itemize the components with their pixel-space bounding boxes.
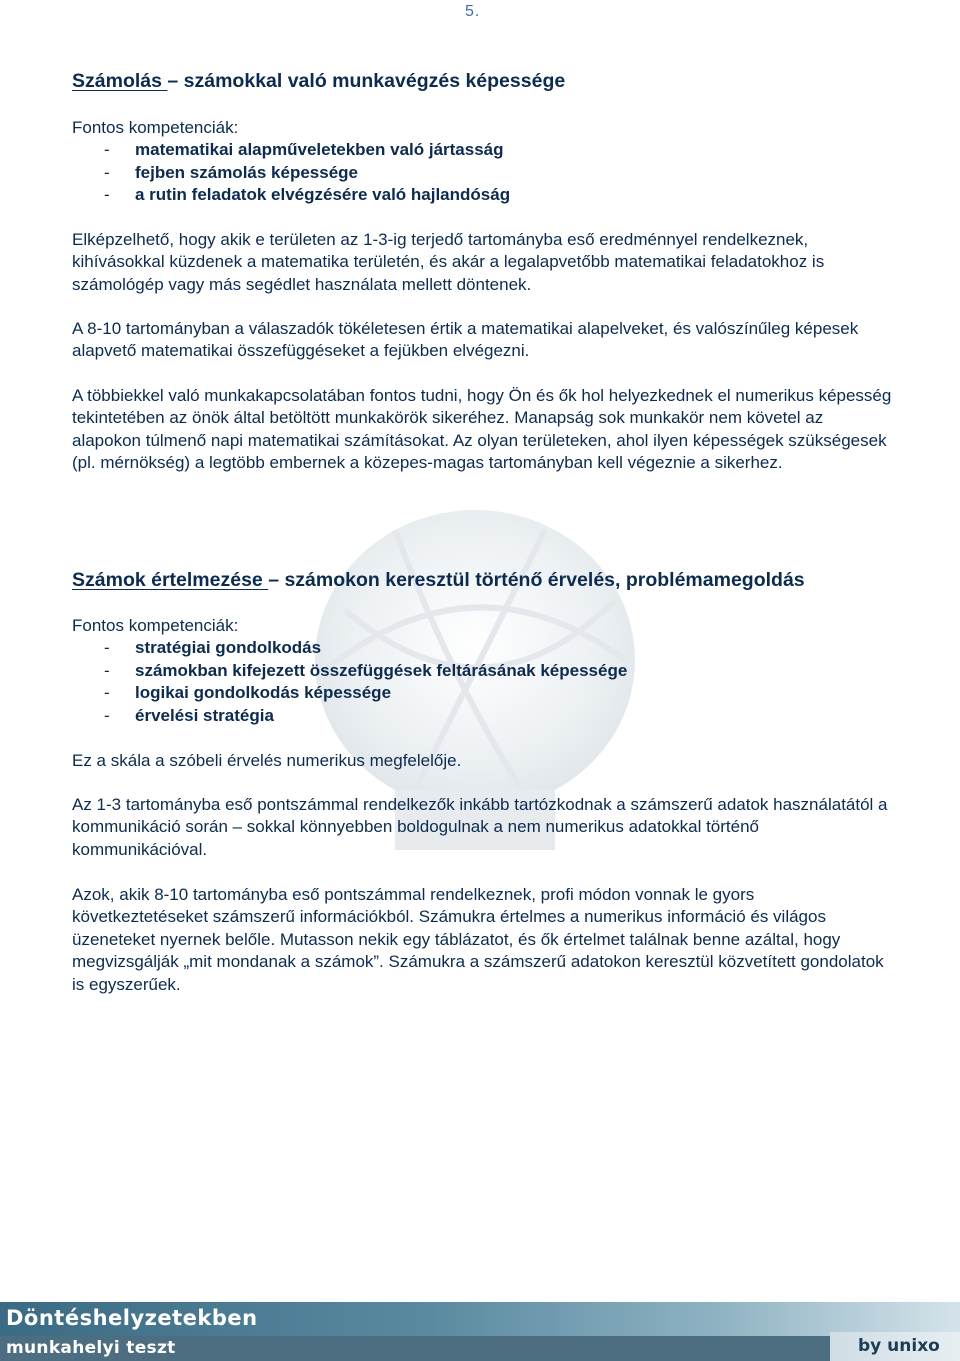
footer-title: Döntéshelyzetekben bbox=[6, 1306, 258, 1330]
section2-title-underlined: Számok értelmezése bbox=[72, 569, 269, 591]
page-number: 5. bbox=[465, 3, 481, 20]
section2-paragraph-3: Azok, akik 8-10 tartományba eső pontszámmal rendelkeznek, profi módon vonnak le gyors következtetéseket számszerű információkból. Számukra értelmes a numerikus információ és világos üzeneteket nyernek belőle. Mutasson nekik egy táblázatot, és ők értelmet találnak benne azáltal, hogy megvizsgálják „mit mondanak a számok”. Számukra a számszerű adatokon keresztül közvetített gondolatok is egyszerűek. bbox=[72, 885, 884, 994]
list-dash: - bbox=[104, 705, 110, 725]
section2-paragraph-2: Az 1-3 tartományba eső pontszámmal rendelkezők inkább tartózkodnak a számszerű adatok használatától a kommunikáció során – sokkal könnyebben boldogulnak a nem numerikus adatokkal történő kommunikációval. bbox=[72, 795, 888, 859]
list-dash: - bbox=[104, 660, 110, 680]
section1-paragraph-2: A 8-10 tartományban a válaszadók tökéletesen értik a matematikai alapelveket, és valószínűleg képesek alapvető matematikai összefüggéseket a fejükben elvégezni. bbox=[72, 319, 859, 361]
section2-competencies-label: Fontos kompetenciák: bbox=[72, 616, 239, 635]
list-item: - érvelési stratégia bbox=[72, 705, 892, 727]
section2-heading bbox=[72, 569, 805, 591]
footer-banner bbox=[0, 1302, 960, 1361]
section1-competencies bbox=[72, 117, 892, 207]
section1-paragraph-3: A többiekkel való munkakapcsolatában fontos tudni, hogy Ön és ők hol helyezkednek el numerikus képesség tekintetében az önök által betöltött munkakörök sikeréhez. Manapság sok munkakör nem követel az alapokon túlmenő napi matematikai számításokat. Az olyan területeken, ahol ilyen képességek szükségesek (pl. mérnökség) a legtöbb embernek a közepes-magas tartományban kell végeznie a sikerhez. bbox=[72, 386, 892, 473]
list-item: - logikai gondolkodás képessége bbox=[72, 682, 892, 704]
list-dash: - bbox=[104, 140, 110, 160]
section1-title-rest: – számokkal való munkavégzés képessége bbox=[167, 70, 566, 92]
list-dash: - bbox=[104, 185, 110, 205]
footer-brand-box bbox=[830, 1332, 960, 1361]
list-item: - fejben számolás képessége bbox=[72, 162, 892, 184]
section1-competencies-label: Fontos kompetenciák: bbox=[72, 118, 239, 137]
list-dash: - bbox=[104, 638, 110, 658]
list-item: - számokban kifejezett összefüggések feltárásának képessége bbox=[72, 660, 892, 682]
section1-paragraph-1: Elképzelhető, hogy akik e területen az 1-3-ig terjedő tartományba eső eredménnyel rendelkeznek, kihívásokkal küzdenek a matematika területén, és akár a legalapvetőbb matematikai feladatokhoz is számológép vagy más segédlet használata mellett döntenek. bbox=[72, 230, 825, 294]
section2-paragraph-1: Ez a skála a szóbeli érvelés numerikus megfelelője. bbox=[72, 751, 462, 770]
section1-heading bbox=[72, 70, 565, 92]
section1-title-underlined: Számolás bbox=[72, 70, 168, 92]
list-item: - matematikai alapműveletekben való jártasság bbox=[72, 139, 892, 161]
list-item: - stratégiai gondolkodás bbox=[72, 637, 892, 659]
list-dash: - bbox=[104, 162, 110, 182]
section2-competencies bbox=[72, 615, 892, 727]
list-dash: - bbox=[104, 683, 110, 703]
section2-title-rest: – számokon keresztül történő érvelés, problémamegoldás bbox=[268, 569, 805, 591]
footer-brand: by unixo bbox=[858, 1336, 940, 1356]
list-item: - a rutin feladatok elvégzésére való hajlandóság bbox=[72, 184, 892, 206]
section2-competency-list bbox=[72, 637, 892, 727]
footer-subtitle: munkahelyi teszt bbox=[6, 1338, 176, 1358]
section1-competency-list bbox=[72, 139, 892, 206]
